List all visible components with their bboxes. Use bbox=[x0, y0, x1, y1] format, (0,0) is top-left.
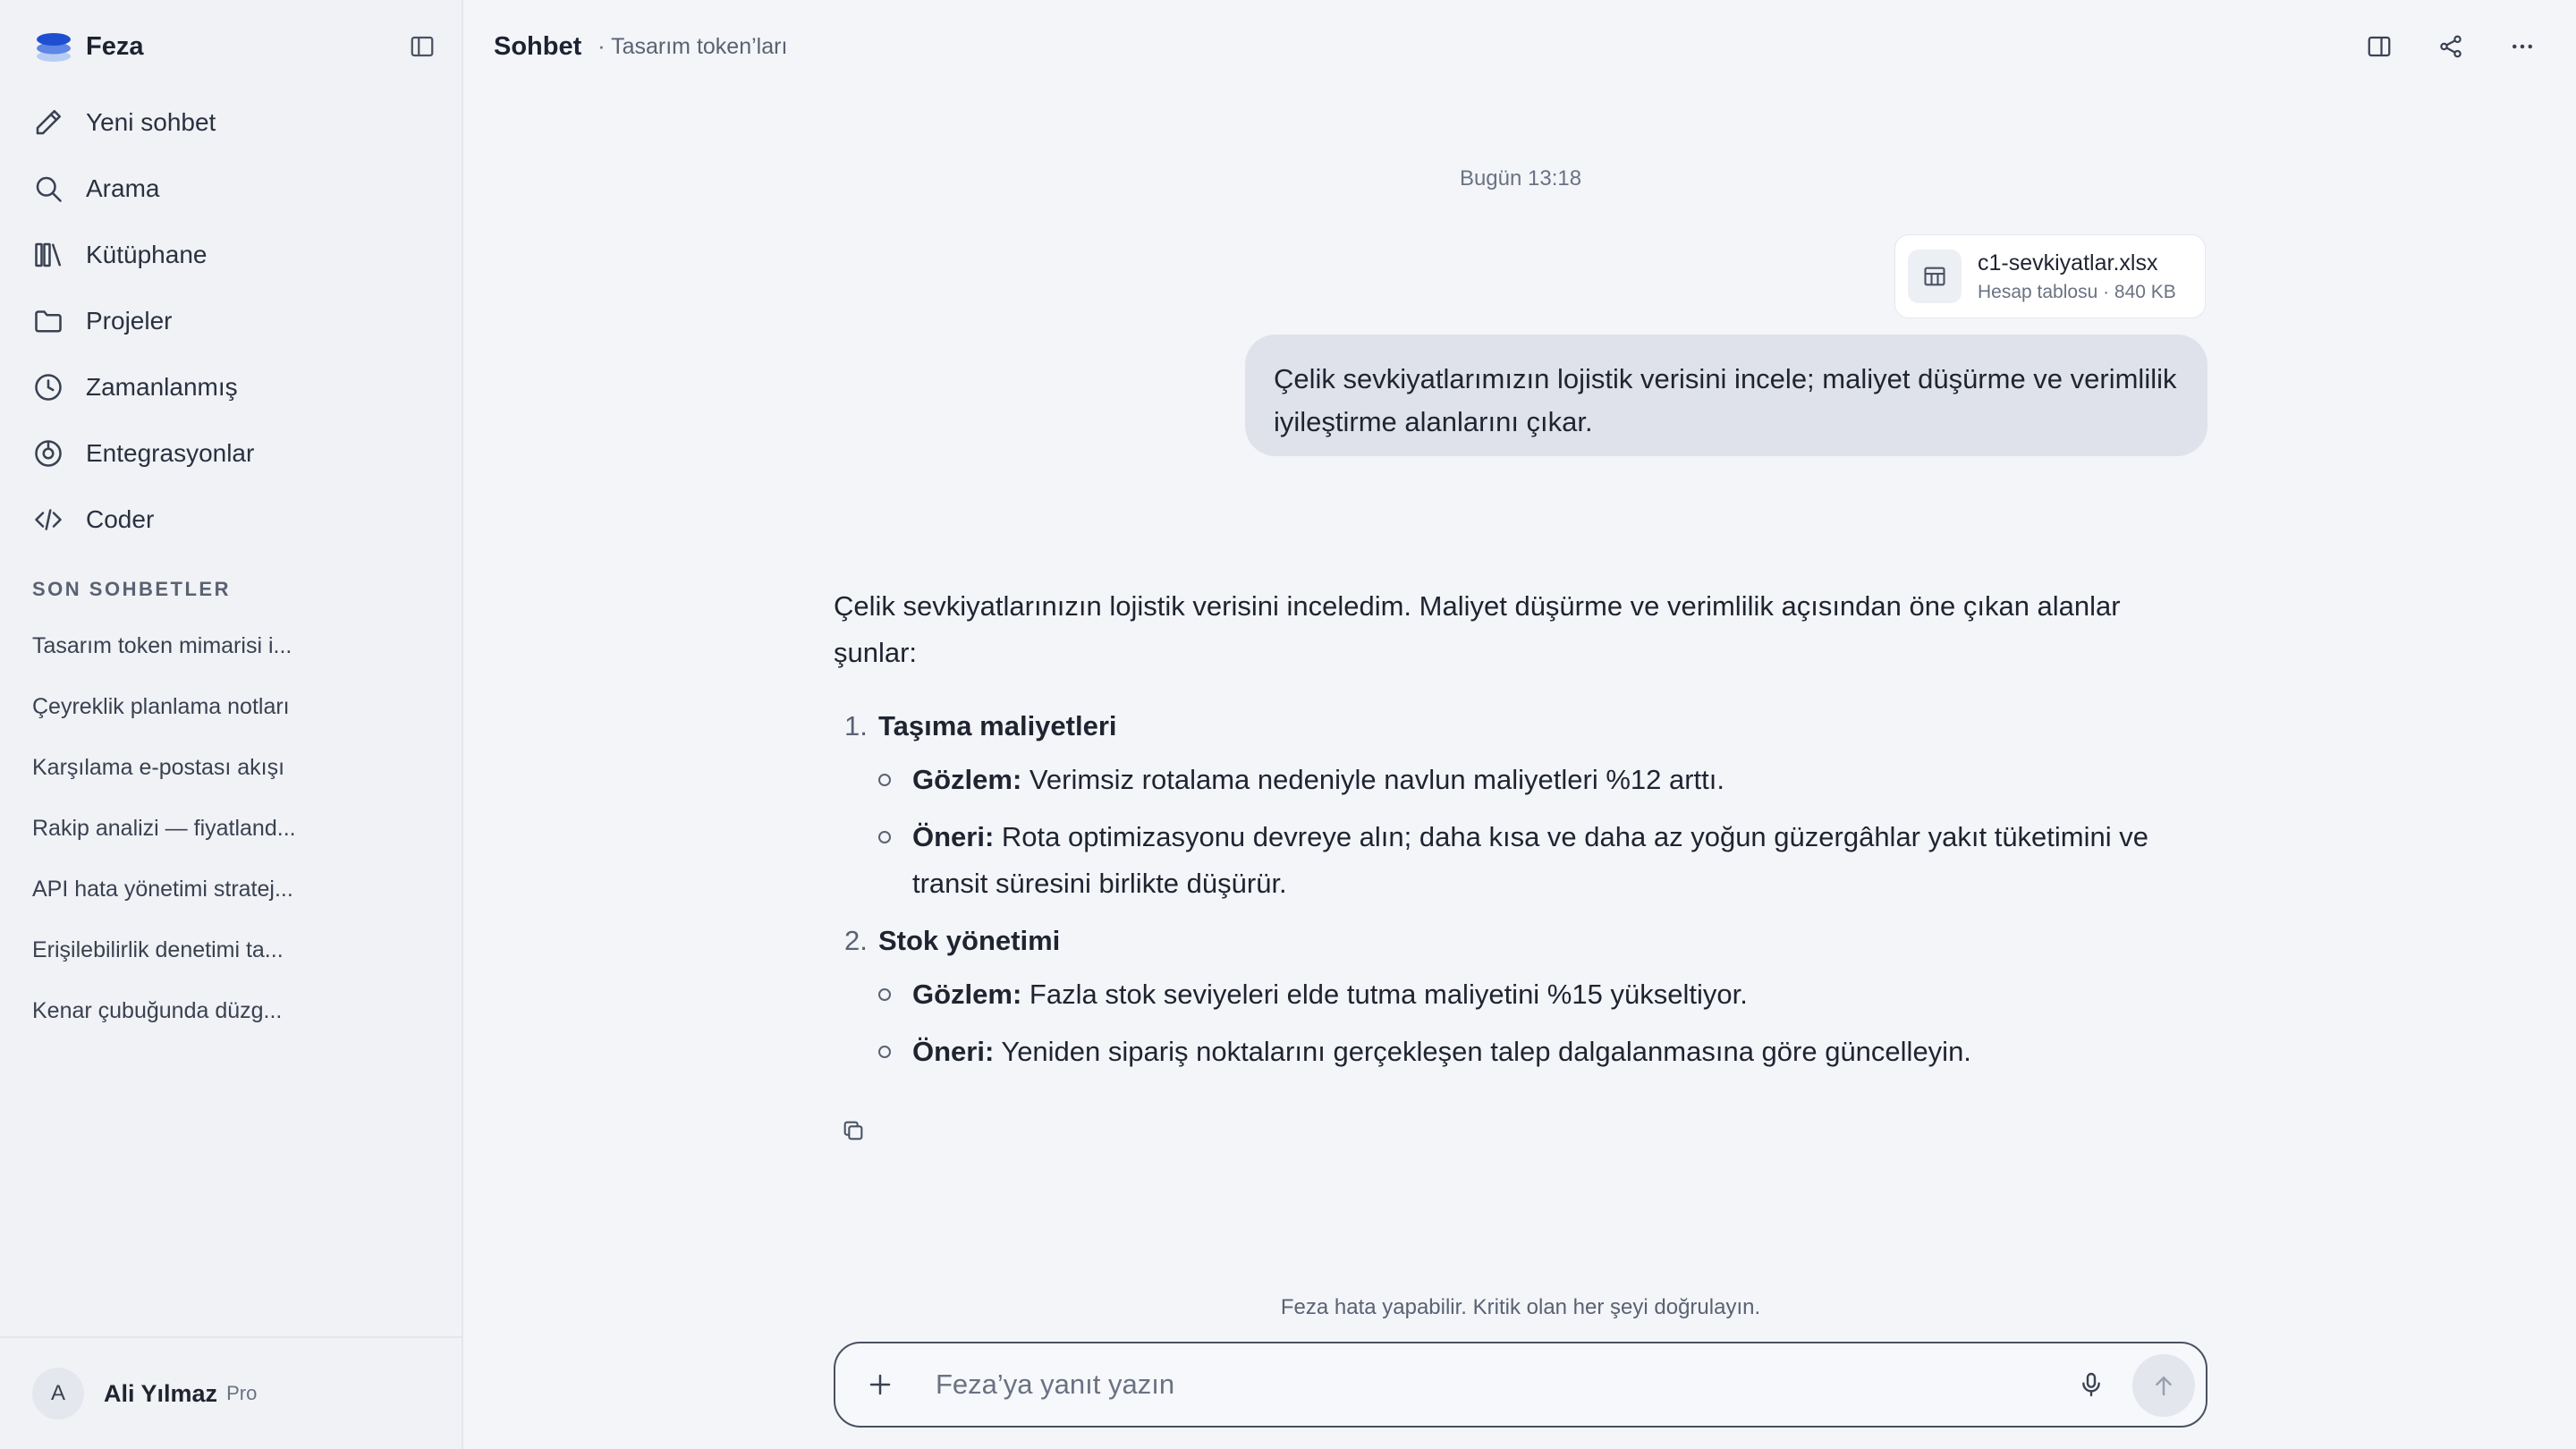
message-composer bbox=[834, 1342, 2207, 1428]
attachment-info bbox=[1978, 250, 2176, 303]
recent-chat-item[interactable]: Kenar çubuğunda düzg... bbox=[32, 997, 283, 1023]
list-item bbox=[834, 703, 2193, 750]
sidebar-item-label: Projeler bbox=[86, 307, 173, 335]
list-item bbox=[878, 757, 2193, 803]
attach-button[interactable] bbox=[860, 1365, 900, 1404]
more-dots-icon bbox=[2509, 33, 2536, 60]
point-text: Yeniden sipariş noktalarını gerçekleşen talep dalgalanmasına göre güncelleyin. bbox=[1001, 1036, 1971, 1067]
attachment-file-name: c1-sevkiyatlar.xlsx bbox=[1978, 250, 2158, 275]
brand-name: Feza bbox=[86, 31, 144, 61]
list-item bbox=[878, 814, 2193, 907]
recent-chat-item[interactable]: Erişilebilirlik denetimi ta... bbox=[32, 936, 284, 962]
recent-chat-item[interactable]: Tasarım token mimarisi i... bbox=[32, 632, 292, 658]
sidebar-item-label: Coder bbox=[86, 505, 155, 533]
spreadsheet-icon bbox=[1908, 250, 1962, 303]
list-heading: Stok yönetimi bbox=[878, 925, 1061, 956]
user-profile[interactable] bbox=[0, 1336, 462, 1449]
assistant-message bbox=[834, 583, 2193, 1086]
list-item bbox=[878, 971, 2193, 1018]
sidebar-item-projects[interactable] bbox=[32, 288, 435, 354]
search-icon bbox=[32, 173, 64, 205]
recent-chat-item[interactable]: Rakip analizi — fiyatland... bbox=[32, 815, 296, 841]
list-number: 1. bbox=[844, 710, 868, 741]
point-label: Gözlem: bbox=[912, 979, 1022, 1010]
point-label: Gözlem: bbox=[912, 764, 1022, 795]
sidebar bbox=[0, 0, 463, 1449]
file-attachment[interactable] bbox=[1894, 234, 2206, 318]
recent-chat-item[interactable]: Çeyreklik planlama notları bbox=[32, 693, 290, 719]
brand[interactable] bbox=[34, 27, 143, 66]
sidebar-item-label: Zamanlanmış bbox=[86, 373, 238, 401]
sidebar-toggle-button[interactable] bbox=[404, 29, 440, 64]
sidebar-item-library[interactable] bbox=[32, 222, 435, 288]
more-options-button[interactable] bbox=[2501, 25, 2544, 68]
send-button[interactable] bbox=[2132, 1354, 2195, 1417]
split-panel-icon bbox=[2366, 33, 2393, 60]
attachment-meta: Hesap tablosu · 840 KB bbox=[1978, 281, 2176, 302]
plus-icon bbox=[867, 1371, 894, 1398]
chat-header bbox=[465, 0, 2576, 93]
sub-list bbox=[878, 971, 2193, 1075]
sidebar-item-search[interactable] bbox=[32, 156, 435, 222]
folder-icon bbox=[32, 305, 64, 337]
sidebar-nav bbox=[32, 89, 435, 553]
list-item bbox=[878, 1029, 2193, 1075]
bullet-icon bbox=[878, 831, 891, 843]
page-title: Sohbet bbox=[494, 31, 582, 61]
copy-button[interactable] bbox=[835, 1113, 871, 1148]
user-name: Ali Yılmaz bbox=[104, 1379, 218, 1407]
user-plan-badge: Pro bbox=[226, 1382, 258, 1404]
bullet-icon bbox=[878, 988, 891, 1001]
header-actions bbox=[2329, 25, 2544, 68]
share-icon bbox=[2437, 33, 2464, 60]
user-message: Çelik sevkiyatlarımızın lojistik verisini incele; maliyet düşürme ve verimlilik iyileştirme alanlarını çıkar. bbox=[1245, 335, 2207, 456]
code-icon bbox=[32, 504, 64, 536]
recent-chat-item[interactable]: API hata yönetimi stratej... bbox=[32, 876, 293, 902]
avatar: A bbox=[32, 1368, 84, 1419]
message-timestamp: Bugün 13:18 bbox=[1459, 166, 1582, 191]
sub-list bbox=[878, 757, 2193, 907]
integration-icon bbox=[32, 437, 64, 470]
arrow-up-icon bbox=[2150, 1372, 2177, 1399]
pencil-icon bbox=[32, 106, 64, 139]
sidebar-item-label: Arama bbox=[86, 174, 160, 202]
sidebar-panel-icon bbox=[409, 33, 436, 60]
list-item bbox=[834, 918, 2193, 964]
sidebar-item-integrations[interactable] bbox=[32, 420, 435, 487]
split-view-button[interactable] bbox=[2358, 25, 2401, 68]
feza-logo-icon bbox=[34, 29, 73, 64]
point-label: Öneri: bbox=[912, 1036, 995, 1067]
point-text: Verimsiz rotalama nedeniyle navlun maliyetleri %12 arttı. bbox=[1029, 764, 1724, 795]
copy-icon bbox=[841, 1118, 866, 1143]
microphone-icon bbox=[2077, 1370, 2106, 1399]
sidebar-item-label: Yeni sohbet bbox=[86, 108, 216, 136]
sidebar-item-coder[interactable] bbox=[32, 487, 435, 553]
list-number: 2. bbox=[844, 925, 868, 956]
sidebar-item-label: Entegrasyonlar bbox=[86, 439, 255, 467]
message-input[interactable] bbox=[936, 1360, 1973, 1410]
sidebar-item-new-chat[interactable] bbox=[32, 89, 435, 156]
assistant-intro: Çelik sevkiyatlarınızın lojistik verisini inceledim. Maliyet düşürme ve verimlilik açısından öne çıkan alanlar şunlar: bbox=[834, 590, 2121, 668]
clock-icon bbox=[32, 371, 64, 403]
bullet-icon bbox=[878, 774, 891, 786]
list-heading: Taşıma maliyetleri bbox=[878, 710, 1117, 741]
bullet-icon bbox=[878, 1046, 891, 1058]
library-icon bbox=[32, 239, 64, 271]
point-text: Fazla stok seviyeleri elde tutma maliyetini %15 yükseltiyor. bbox=[1029, 979, 1748, 1010]
microphone-button[interactable] bbox=[2070, 1363, 2113, 1406]
recent-chats-list bbox=[32, 615, 426, 1041]
share-button[interactable] bbox=[2429, 25, 2472, 68]
point-label: Öneri: bbox=[912, 821, 995, 852]
recent-chats-heading: SON SOHBETLER bbox=[32, 578, 231, 600]
chat-topic: · Tasarım token’ları bbox=[597, 33, 788, 59]
point-text: Rota optimizasyonu devreye alın; daha kısa ve daha az yoğun güzergâhlar yakıt tüketimini ve transit süresini birlikte düşürür. bbox=[912, 821, 2148, 899]
sidebar-item-label: Kütüphane bbox=[86, 241, 208, 268]
disclaimer-text: Feza hata yapabilir. Kritik olan her şeyi doğrulayın. bbox=[1280, 1295, 1761, 1319]
recent-chat-item[interactable]: Karşılama e-postası akışı bbox=[32, 754, 285, 780]
sidebar-item-scheduled[interactable] bbox=[32, 354, 435, 420]
